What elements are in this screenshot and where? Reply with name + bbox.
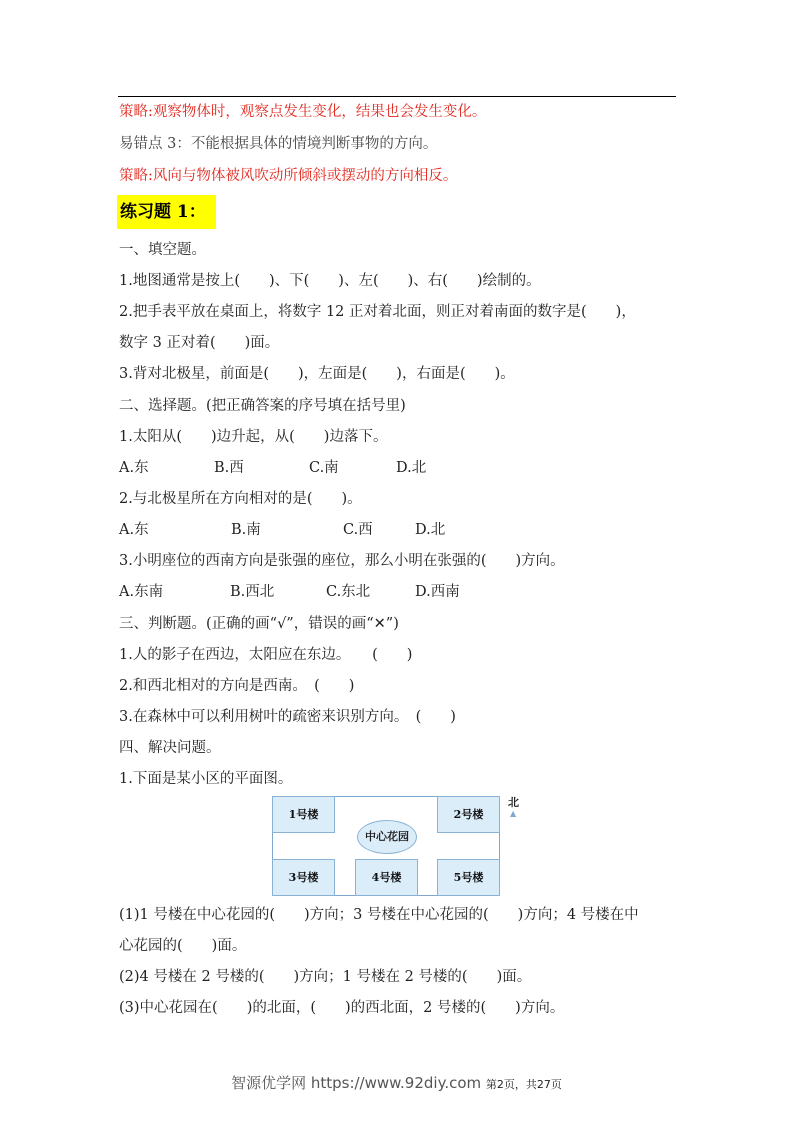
exercise-title: 练习题 1： bbox=[117, 195, 216, 229]
option: C.南 bbox=[309, 460, 339, 476]
strategy-line-2: 策略:风向与物体被风吹动所倾斜或摆动的方向相反。 bbox=[119, 168, 458, 184]
building-1: 1号楼 bbox=[272, 796, 335, 833]
option: C.西 bbox=[343, 522, 373, 538]
option: B.西 bbox=[214, 460, 244, 476]
question-2-3: 3.小明座位的西南方向是张强的座位，那么小明在张强的( )方向。 bbox=[119, 553, 565, 569]
building-2: 2号楼 bbox=[437, 796, 500, 833]
question-4-a1: (1)1 号楼在中心花园的( )方向；3 号楼在中心花园的( )方向；4 号楼在中 bbox=[119, 907, 639, 923]
option: B.西北 bbox=[230, 584, 275, 600]
option: D.北 bbox=[396, 460, 427, 476]
question-4-a2: 心花园的( )面。 bbox=[119, 938, 247, 954]
section-solve: 四、解决问题。 bbox=[119, 740, 221, 756]
central-garden: 中心花园 bbox=[357, 820, 417, 854]
question-3-2: 2.和西北相对的方向是西南。 ( ) bbox=[119, 678, 355, 694]
option: D.北 bbox=[415, 522, 446, 538]
option: B.南 bbox=[231, 522, 261, 538]
question-2-2-options bbox=[119, 520, 445, 540]
option: A.东 bbox=[119, 460, 149, 476]
section-choice: 二、选择题。(把正确答案的序号填在括号里) bbox=[119, 398, 406, 414]
option: D.西南 bbox=[415, 584, 460, 600]
footer-site: 智源优学网 https://www.92diy.com bbox=[231, 1074, 482, 1092]
building-4: 4号楼 bbox=[355, 859, 418, 896]
question-2-2: 2.与北极星所在方向相对的是( )。 bbox=[119, 491, 362, 507]
page-footer bbox=[0, 1072, 793, 1093]
option: C.东北 bbox=[326, 584, 371, 600]
question-4-c: (3)中心花园在( )的北面，( )的西北面，2 号楼的( )方向。 bbox=[119, 1000, 565, 1016]
question-3-1: 1.人的影子在西边，太阳应在东边。 ( ) bbox=[119, 647, 413, 663]
question-4-1: 1.下面是某小区的平面图。 bbox=[119, 771, 293, 787]
community-map bbox=[272, 796, 500, 896]
north-arrow-icon: ▲ bbox=[510, 809, 517, 818]
question-1-2a: 2.把手表平放在桌面上，将数字 12 正对着北面，则正对着南面的数字是( )， bbox=[119, 304, 636, 320]
north-label: 北 bbox=[508, 796, 519, 809]
question-4-b: (2)4 号楼在 2 号楼的( )方向；1 号楼在 2 号楼的( )面。 bbox=[119, 969, 532, 985]
building-5: 5号楼 bbox=[437, 859, 500, 896]
option: A.东南 bbox=[119, 584, 164, 600]
section-judgement: 三、判断题。(正确的画“√”，错误的画“✕”) bbox=[119, 616, 399, 632]
question-1-2b: 数字 3 正对着( )面。 bbox=[119, 335, 280, 351]
question-2-3-options bbox=[119, 582, 460, 602]
option: A.东 bbox=[119, 522, 149, 538]
question-2-1: 1.太阳从( )边升起，从( )边落下。 bbox=[119, 429, 388, 445]
question-2-1-options bbox=[119, 458, 426, 478]
header-rule bbox=[118, 96, 676, 97]
section-fill-blank: 一、填空题。 bbox=[119, 242, 206, 258]
strategy-line-1: 策略:观察物体时，观察点发生变化，结果也会发生变化。 bbox=[119, 104, 487, 120]
building-3: 3号楼 bbox=[272, 859, 335, 896]
question-3-3: 3.在森林中可以利用树叶的疏密来识别方向。 ( ) bbox=[119, 709, 456, 725]
question-1-1: 1.地图通常是按上( )、下( )、左( )、右( )绘制的。 bbox=[119, 273, 541, 289]
question-1-3: 3.背对北极星，前面是( )，左面是( )，右面是( )。 bbox=[119, 366, 515, 382]
footer-page-number: 第2页，共27页 bbox=[485, 1078, 562, 1091]
mistake-point-3: 易错点 3：不能根据具体的情境判断事物的方向。 bbox=[119, 136, 438, 152]
